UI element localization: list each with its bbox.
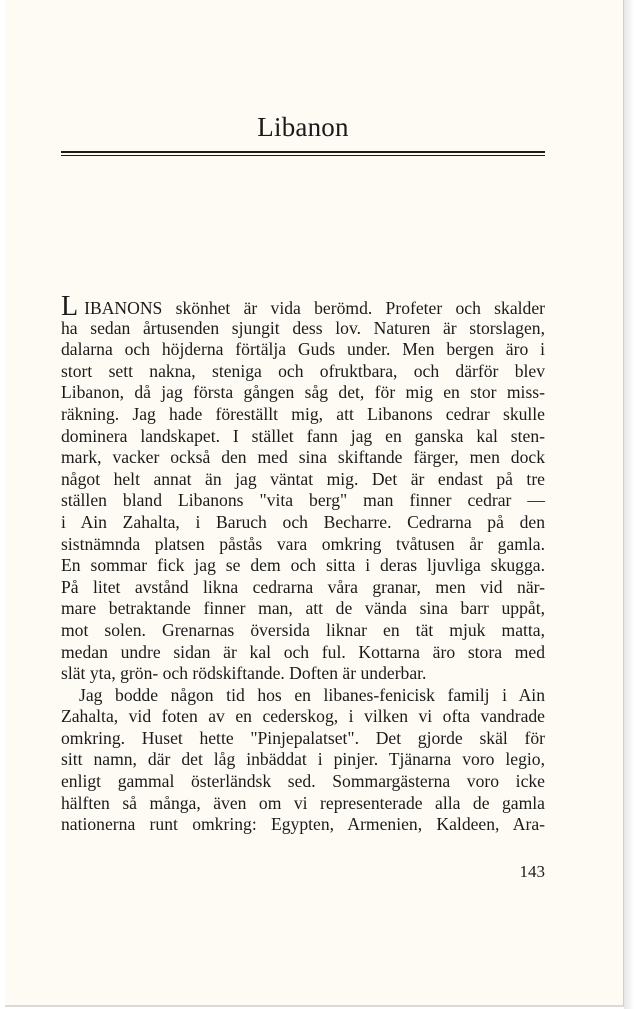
body-text: [61, 291, 545, 836]
text-line: dalarna och höjderna förtälja Guds under. Men bergen äro i: [61, 339, 545, 360]
text-line: omkring. Huset hette "Pinjepalatset". Det gjorde skäl för: [61, 727, 545, 748]
book-page: [5, 0, 625, 1007]
text-line: enligt gammal österländsk sed. Sommargästerna voro icke: [61, 771, 545, 792]
page-edge-shadow: [624, 0, 634, 1009]
text-line: mark, vacker också den med sina skiftande färger, men dock: [61, 447, 545, 468]
text-line: På litet avstånd likna cedrarna våra granar, men vid när-: [61, 576, 545, 597]
text-line: medan undre sidan är kal och ful. Kottarna äro stora med: [61, 641, 545, 662]
text-line: Libanon, då jag första gången såg det, för mig en stor miss-: [61, 382, 545, 403]
text-line: stort sett nakna, steniga och ofruktbara, och därför blev: [61, 360, 545, 381]
chapter-title: Libanon: [257, 112, 349, 142]
text-line: nationerna runt omkring: Egypten, Armenien, Kaldeen, Ara-: [61, 814, 545, 835]
page-number: 143: [519, 862, 545, 881]
text-line: En sommar fick jag se dem och sitta i deras ljuvliga skugga.: [61, 555, 545, 576]
text-line: i Ain Zahalta, i Baruch och Becharre. Cedrarna på den: [61, 511, 545, 532]
text-line: LIBANONS skönhet är vida berömd. Profeter och skalder: [61, 291, 545, 322]
text-line: Jag bodde någon tid hos en libanes-fenicisk familj i Ain: [79, 684, 545, 705]
text-line: mot solen. Grenarnas översida liknar en tät mjuk matta,: [61, 619, 545, 640]
text-line: sitt namn, där det låg inbäddat i pinjer. Tjänarna voro legio,: [61, 749, 545, 770]
text-line: dominera landskapet. I stället fann jag en ganska kal sten-: [61, 425, 545, 446]
text-line: sistnämnda platsen påstås vara omkring tvåtusen år gamla.: [61, 533, 545, 554]
title-rule-thin: [61, 155, 545, 156]
text-line: slät yta, grön- och rödskiftande. Doften är underbar.: [61, 663, 427, 684]
text-line: ställen bland Libanons "vita berg" man finner cedrar —: [61, 490, 545, 511]
text-line: något helt annat än jag väntat mig. Det är endast på tre: [61, 468, 545, 489]
drop-cap: L: [61, 291, 79, 322]
text-line: mare betraktande finner man, att de vända sina barr uppåt,: [61, 598, 545, 619]
title-rule-thick: [61, 151, 545, 153]
text-line: räkning. Jag hade föreställt mig, att Libanons cedrar skulle: [61, 403, 545, 424]
text-line: ha sedan årtusenden sjungit dess lov. Naturen är storslagen,: [61, 317, 545, 338]
text-line: hälften så många, även om vi representerade alla de gamla: [61, 792, 545, 813]
text-line: Zahalta, vid foten av en cederskog, i vilken vi ofta vandrade: [61, 706, 545, 727]
